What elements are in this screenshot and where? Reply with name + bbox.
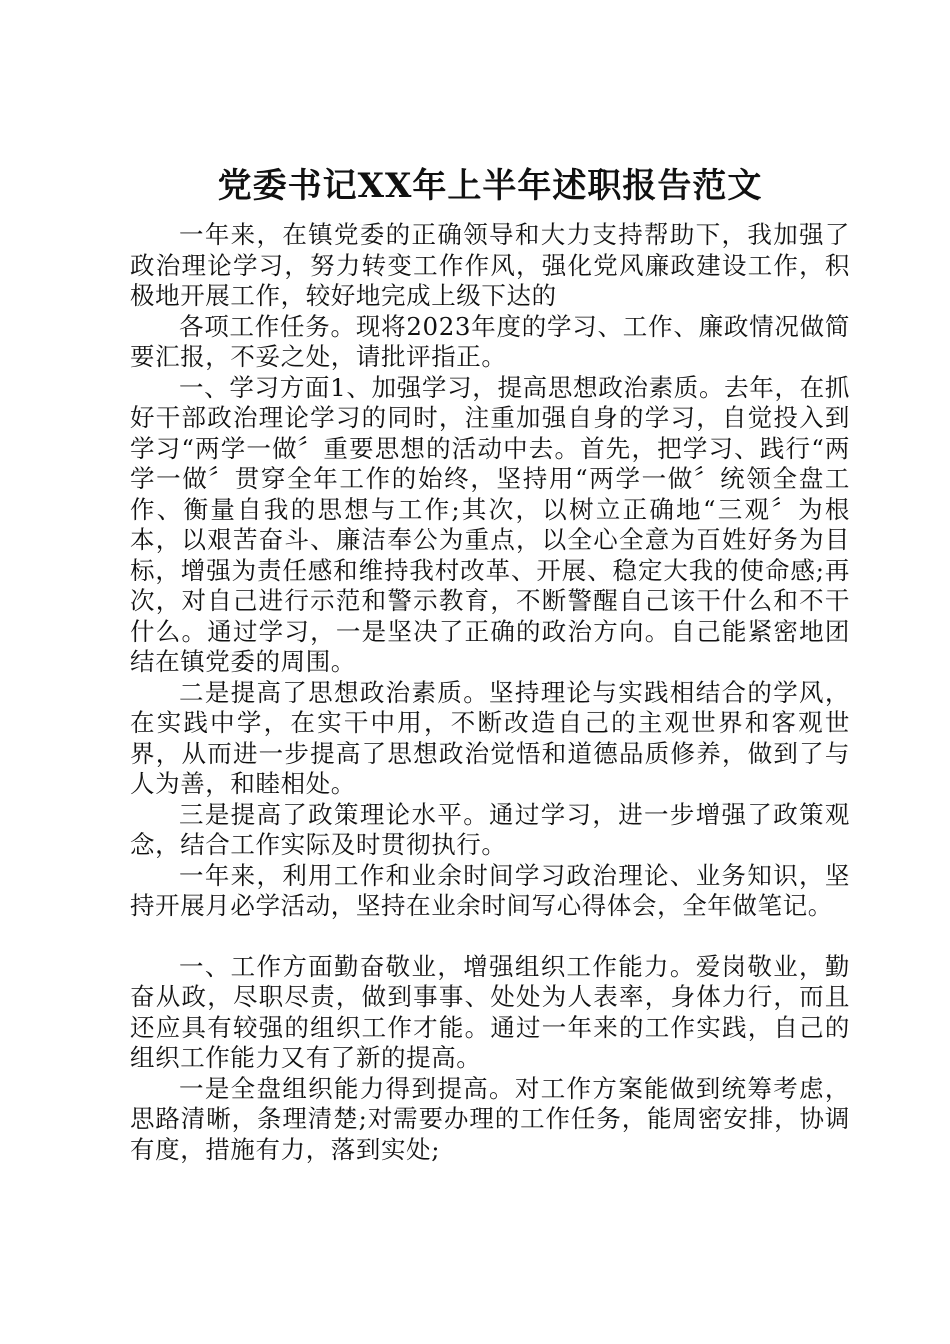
paragraph-work: 一、工作方面勤奋敬业，增强组织工作能力。爱岗敬业，勤奋从政，尽职尽责，做到事事、处处为人表率，身体力行，而且还应具有较强的组织工作才能。通过一年来的工作实践，自己的组织工作能力又有了新的提高。 [130,951,850,1072]
paragraph-study-time: 一年来，利用工作和业余时间学习政治理论、业务知识，坚持开展月必学活动，坚持在业余时间写心得体会，全年做笔记。 [130,860,850,920]
document-title: 党委书记XX年上半年述职报告范文 [217,166,763,206]
paragraph-gap [130,922,850,952]
paragraph-intro: 一年来，在镇党委的正确领导和大力支持帮助下，我加强了政治理论学习，努力转变工作作风，强化党风廉政建设工作，积极地开展工作，较好地完成上级下达的 [130,220,850,310]
paragraph-organization: 一是全盘组织能力得到提高。对工作方案能做到统筹考虑，思路清晰，条理清楚;对需要办理的工作任务，能周密安排，协调有度，措施有力，落到实处; [130,1073,850,1164]
paragraph-political-quality: 二是提高了思想政治素质。坚持理论与实践相结合的学风，在实践中学，在实干中用，不断改造自己的主观世界和客观世界，从而进一步提高了思想政治觉悟和道德品质修养，做到了与人为善，和睦相处。 [130,677,850,798]
document-page [130,158,850,1165]
paragraph-study: 一、学习方面1、加强学习，提高思想政治素质。去年，在抓好干部政治理论学习的同时，注重加强自身的学习，自觉投入到学习“两学一做〞重要思想的活动中去。首先，把学习、践行“两学一做〞贯穿全年工作的始终，坚持用“两学一做〞统领全盘工作、衡量自我的思想与工作;其次，以树立正确地“三观〞为根本，以艰苦奋斗、廉洁奉公为重点，以全心全意为百姓好务为目标，增强为责任感和维持我村改革、开展、稳定大我的使命感;再次，对自己进行示范和警示教育，不断警醒自己该干什么和不干什么。通过学习，一是坚决了正确的政治方向。自己能紧密地团结在镇党委的周围。 [130,372,850,676]
paragraph-intro-continued: 各项工作任务。现将2023年度的学习、工作、廉政情况做简要汇报，不妥之处，请批评指正。 [130,311,850,371]
paragraph-policy-theory: 三是提高了政策理论水平。通过学习，进一步增强了政策观念，结合工作实际及时贯彻执行。 [130,799,850,859]
